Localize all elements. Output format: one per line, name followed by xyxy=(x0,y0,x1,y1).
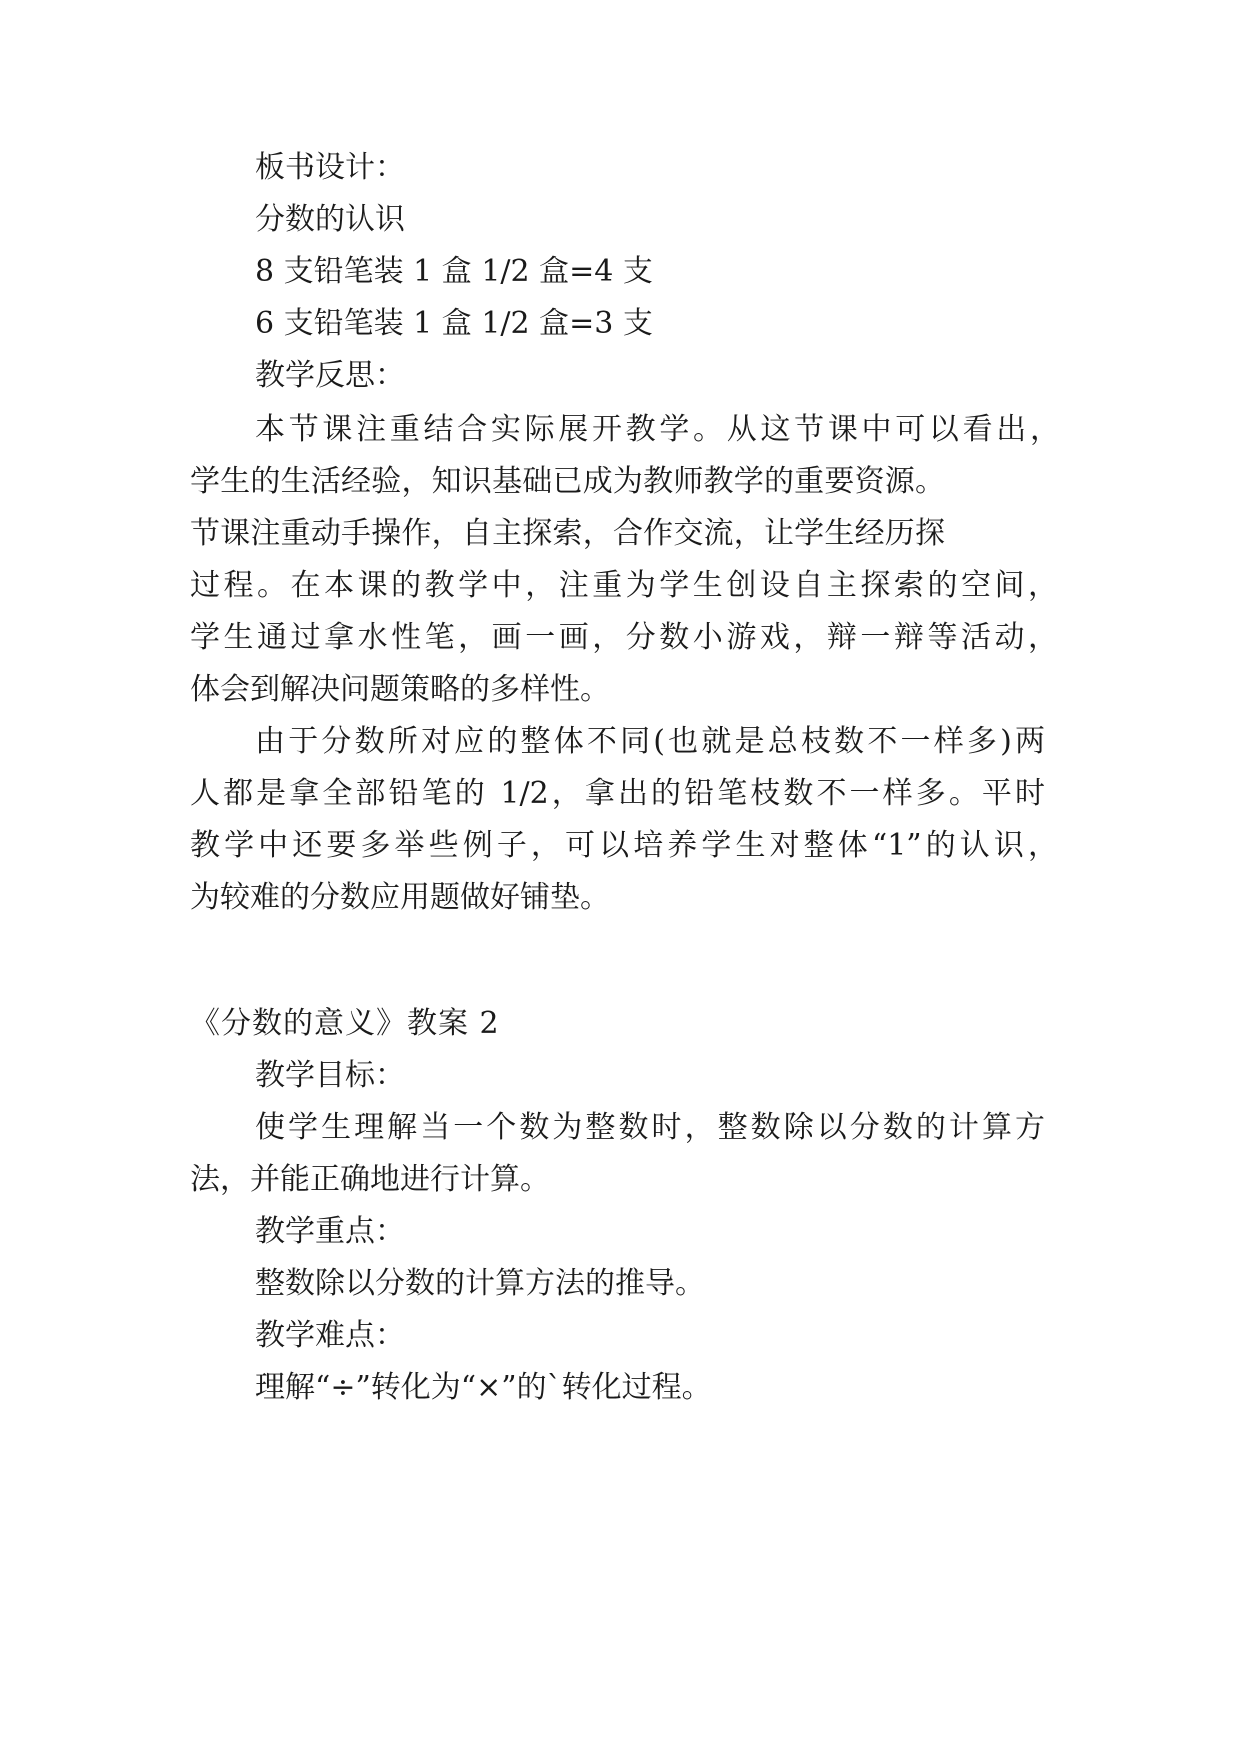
board-design-label: 板书设计： xyxy=(255,150,405,185)
board-line-2: 6 支铅笔装 1 盒 1/2 盒=3 支 xyxy=(255,306,653,341)
board-title: 分数的认识 xyxy=(255,202,405,237)
lesson-plan-title: 《分数的意义》教案 2 xyxy=(190,1006,500,1041)
key-point-text: 整数除以分数的计算方法的推导。 xyxy=(255,1266,705,1301)
reflection-para-1-line-6: 体会到解决问题策略的多样性。 xyxy=(190,672,610,707)
goal-text-line-2: 法，并能正确地进行计算。 xyxy=(190,1162,550,1197)
reflection-para-1-line-3: 节课注重动手操作，自主探索，合作交流，让学生经历探 xyxy=(190,516,945,551)
difficulty-text: 理解“÷”转化为“×”的`转化过程。 xyxy=(255,1370,712,1405)
goal-text-line-1: 使学生理解当一个数为整数时，整数除以分数的计算方 xyxy=(255,1110,1045,1145)
difficulty-label: 教学难点： xyxy=(255,1318,405,1353)
reflection-para-1-line-5: 学生通过拿水性笔，画一画，分数小游戏，辩一辩等活动， xyxy=(190,620,1058,655)
key-point-label: 教学重点： xyxy=(255,1214,405,1249)
reflection-para-1-line-1: 本节课注重结合实际展开教学。从这节课中可以看出， xyxy=(255,412,1060,447)
goal-label: 教学目标： xyxy=(255,1058,405,1093)
reflection-para-1-line-4: 过程。在本课的教学中，注重为学生创设自主探索的空间， xyxy=(190,568,1058,603)
reflection-para-2-line-4: 为较难的分数应用题做好铺垫。 xyxy=(190,880,610,915)
reflection-label: 教学反思： xyxy=(255,358,405,393)
reflection-para-2-line-3: 教学中还要多举些例子，可以培养学生对整体“1”的认识， xyxy=(190,828,1058,863)
reflection-para-2-line-2: 人都是拿全部铅笔的 1/2，拿出的铅笔枝数不一样多。平时 xyxy=(190,776,1045,811)
board-line-1: 8 支铅笔装 1 盒 1/2 盒=4 支 xyxy=(255,254,653,289)
reflection-para-2-line-1: 由于分数所对应的整体不同(也就是总枝数不一样多)两 xyxy=(255,724,1045,759)
reflection-para-1-line-2: 学生的生活经验，知识基础已成为教师教学的重要资源。 xyxy=(190,464,945,499)
